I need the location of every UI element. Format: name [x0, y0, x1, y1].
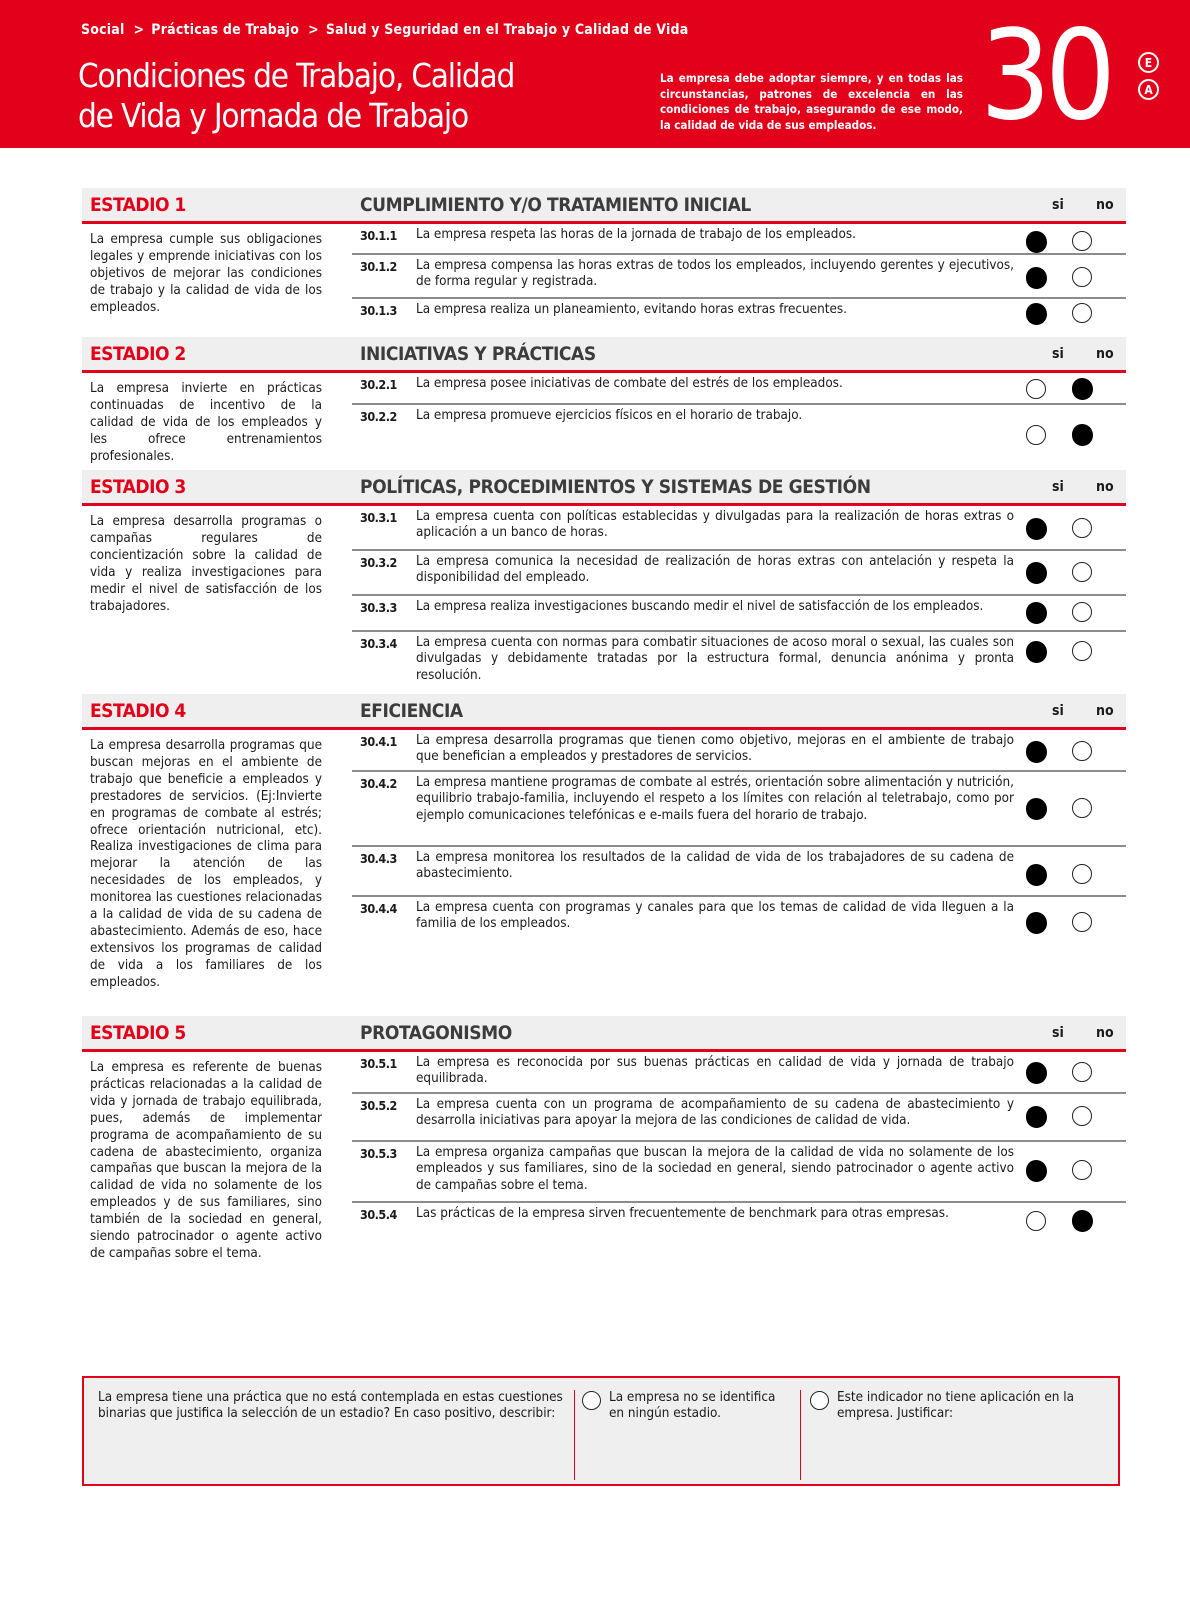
stage-title: POLÍTICAS, PROCEDIMIENTOS Y SISTEMAS DE GESTIÓN — [360, 476, 871, 498]
stage-title: PROTAGONISMO — [360, 1022, 512, 1044]
question-row — [352, 1142, 1126, 1203]
stage-body — [82, 506, 1126, 696]
question-code: 30.5.1 — [360, 1056, 397, 1071]
item-list — [352, 1052, 1126, 1243]
no-radio-empty-icon[interactable] — [1072, 1160, 1092, 1180]
no-radio-empty-icon[interactable] — [1072, 912, 1092, 932]
question-text: Las prácticas de la empresa sirven frecuentemente de benchmark para otras empresas. — [416, 1206, 949, 1221]
si-radio-filled-icon[interactable] — [1026, 518, 1047, 540]
si-radio-filled-icon[interactable] — [1026, 562, 1047, 584]
si-radio-filled-icon[interactable] — [1026, 1106, 1047, 1128]
breadcrumb-item-salud[interactable]: Salud y Seguridad en el Trabajo y Calidad de Vida — [325, 22, 689, 38]
si-radio-filled-icon[interactable] — [1026, 267, 1047, 289]
question-text: La empresa es reconocida por sus buenas prácticas en calidad de vida y jornada de trabajo equilibrada. — [416, 1055, 1014, 1087]
column-no-label: no — [1096, 479, 1114, 495]
question-text: La empresa cuenta con programas y canales para que los temas de calidad de vida lleguen a la familia de los empleados. — [416, 900, 1014, 932]
additional-practice-question[interactable]: La empresa tiene una práctica que no está contemplada en estas cuestiones binarias que justifica la selección de un estadio? En caso positivo, describir: — [98, 1390, 563, 1422]
breadcrumb-separator-icon: > — [133, 22, 145, 38]
column-no-label: no — [1096, 1025, 1114, 1041]
stage-header — [82, 694, 1126, 730]
si-radio-filled-icon[interactable] — [1026, 303, 1047, 325]
question-code: 30.5.3 — [360, 1146, 397, 1161]
question-row — [352, 551, 1126, 596]
radio-empty-icon[interactable] — [582, 1391, 601, 1410]
stage-body — [82, 1052, 1126, 1302]
question-row — [352, 405, 1126, 467]
question-code: 30.3.4 — [360, 636, 397, 651]
column-si-label: si — [1052, 1025, 1064, 1041]
question-row — [352, 1203, 1126, 1243]
si-radio-filled-icon[interactable] — [1026, 798, 1047, 820]
stage-title: CUMPLIMIENTO Y/O TRATAMIENTO INICIAL — [360, 194, 751, 216]
stage-header — [82, 1016, 1126, 1052]
stage-label: ESTADIO 2 — [90, 343, 186, 365]
si-radio-filled-icon[interactable] — [1026, 912, 1047, 934]
column-si-label: si — [1052, 703, 1064, 719]
page-title-line-2: de Vida y Jornada de Trabajo — [78, 96, 468, 135]
no-radio-empty-icon[interactable] — [1072, 303, 1092, 323]
question-text: La empresa cuenta con un programa de acompañamiento de su cadena de abastecimiento y desarrolla iniciativas para apoyar la mejora de las condiciones de calidad de vida. — [416, 1097, 1014, 1129]
stage-header — [82, 337, 1126, 373]
no-radio-empty-icon[interactable] — [1072, 1106, 1092, 1126]
stage-body — [82, 373, 1126, 473]
question-row — [352, 772, 1126, 847]
question-text: La empresa desarrolla programas que tienen como objetivo, mejoras en el ambiente de trabajo que benefician a empleados y prestadores de servicios. — [416, 733, 1014, 765]
stage-5 — [82, 1016, 1126, 1302]
item-list — [352, 373, 1126, 467]
si-radio-empty-icon[interactable] — [1026, 425, 1046, 445]
si-radio-filled-icon[interactable] — [1026, 741, 1047, 763]
question-code: 30.2.2 — [360, 409, 397, 424]
option-no-stage-label: La empresa no se identifica en ningún estadio. — [609, 1390, 776, 1422]
radio-empty-icon[interactable] — [810, 1391, 829, 1410]
si-radio-empty-icon[interactable] — [1026, 379, 1046, 399]
question-code: 30.3.3 — [360, 600, 397, 615]
si-radio-filled-icon[interactable] — [1026, 641, 1047, 663]
stage-label: ESTADIO 4 — [90, 700, 186, 722]
question-text: La empresa realiza un planeamiento, evitando horas extras frecuentes. — [416, 302, 847, 317]
question-code: 30.4.4 — [360, 901, 397, 916]
question-row — [352, 506, 1126, 551]
question-text: La empresa realiza investigaciones buscando medir el nivel de satisfacción de los empleados. — [416, 599, 984, 614]
no-radio-empty-icon[interactable] — [1072, 798, 1092, 818]
si-radio-filled-icon[interactable] — [1026, 602, 1047, 624]
question-code: 30.5.4 — [360, 1207, 397, 1222]
question-row — [352, 897, 1126, 957]
no-radio-empty-icon[interactable] — [1072, 562, 1092, 582]
no-radio-empty-icon[interactable] — [1072, 267, 1092, 287]
page-title — [78, 56, 548, 136]
item-list — [352, 506, 1126, 692]
column-no-label: no — [1096, 346, 1114, 362]
column-si-label: si — [1052, 346, 1064, 362]
divider — [574, 1390, 575, 1480]
question-code: 30.2.1 — [360, 377, 397, 392]
question-row — [352, 596, 1126, 632]
option-not-applicable[interactable] — [810, 1390, 1110, 1423]
badge-e-icon: E — [1138, 52, 1159, 73]
column-no-label: no — [1096, 703, 1114, 719]
breadcrumb — [81, 22, 688, 38]
column-si-label: si — [1052, 479, 1064, 495]
question-code: 30.1.2 — [360, 259, 397, 274]
option-not-applicable-label: Este indicador no tiene aplicación en la empresa. Justificar: — [837, 1390, 1074, 1422]
question-row — [352, 632, 1126, 692]
divider — [800, 1390, 801, 1480]
stage-title: INICIATIVAS Y PRÁCTICAS — [360, 343, 596, 365]
question-text: La empresa posee iniciativas de combate del estrés de los empleados. — [416, 376, 843, 391]
stage-description: La empresa cumple sus obligaciones legales y emprende iniciativas con los objetivos de mejorar las condiciones de trabajo y la calidad de vida de los empleados. — [90, 232, 322, 315]
option-no-stage[interactable] — [582, 1390, 792, 1423]
question-row — [352, 847, 1126, 897]
column-si-label: si — [1052, 197, 1064, 213]
indicator-number: 30 — [980, 4, 1110, 148]
stage-description: La empresa desarrolla programas que buscan mejoras en el ambiente de trabajo que beneficie a empleados y prestadores de servicios. (Ej:Invierte en programas de combate al estrés; ofrece orientación nutricional, etc). Realiza investigaciones de clima para mejorar la atención de las necesidades de los empleados, y monitorea las cuestiones relacionadas a la calidad de vida de su cadena de abastecimiento. Además de eso, hace extensivos los programas de calidad de vida a los familiares de los empleados. — [90, 738, 322, 990]
question-code: 30.1.1 — [360, 228, 397, 243]
no-radio-empty-icon[interactable] — [1072, 741, 1092, 761]
stage-description: La empresa invierte en prácticas continuadas de incentivo de la calidad de vida de los empleados y les ofrece entrenamientos profesionales. — [90, 381, 322, 464]
question-row — [352, 1052, 1126, 1094]
question-text: La empresa monitorea los resultados de la calidad de vida de los trabajadores de su cadena de abastecimiento. — [416, 850, 1014, 882]
no-radio-empty-icon[interactable] — [1072, 231, 1092, 251]
question-code: 30.5.2 — [360, 1098, 397, 1113]
question-row — [352, 373, 1126, 405]
question-row — [352, 299, 1126, 329]
si-radio-filled-icon[interactable] — [1026, 1160, 1047, 1182]
breadcrumb-item-practicas[interactable]: Prácticas de Trabajo — [151, 22, 300, 38]
item-list — [352, 730, 1126, 957]
question-text: La empresa mantiene programas de combate al estrés, orientación sobre alimentación y nutrición, equilibrio trabajo-familia, incluyendo el respeto a los límites con relación al teletrabajo, como por ejemplo comunicaciones telefónicas e e-mails fuera del horario de trabajo. — [416, 775, 1014, 823]
si-radio-filled-icon[interactable] — [1026, 231, 1047, 253]
breadcrumb-item-social[interactable]: Social — [81, 22, 125, 38]
additional-practice-box — [82, 1376, 1120, 1486]
si-radio-empty-icon[interactable] — [1026, 1211, 1046, 1231]
column-no-label: no — [1096, 197, 1114, 213]
no-radio-empty-icon[interactable] — [1072, 602, 1092, 622]
si-radio-filled-icon[interactable] — [1026, 1062, 1047, 1084]
question-text: La empresa cuenta con políticas establecidas y divulgadas para la realización de horas extras o aplicación a un banco de horas. — [416, 509, 1014, 541]
no-radio-empty-icon[interactable] — [1072, 864, 1092, 884]
stage-1 — [82, 188, 1126, 332]
si-radio-filled-icon[interactable] — [1026, 864, 1047, 886]
question-code: 30.3.2 — [360, 555, 397, 570]
question-row — [352, 224, 1126, 255]
no-radio-empty-icon[interactable] — [1072, 641, 1092, 661]
no-radio-empty-icon[interactable] — [1072, 1062, 1092, 1082]
question-text: La empresa comunica la necesidad de realización de horas extras con antelación y respeta la disponibilidad del empleado. — [416, 554, 1014, 586]
question-text: La empresa organiza campañas que buscan la mejora de la calidad de vida no solamente de los empleados y sus familiares, sino de la sociedad en general, siendo patrocinador o agente activo de campañas sobre el tema. — [416, 1145, 1014, 1193]
stage-label: ESTADIO 3 — [90, 476, 186, 498]
item-list — [352, 224, 1126, 329]
question-row — [352, 255, 1126, 299]
breadcrumb-separator-icon: > — [308, 22, 319, 38]
intro-text: La empresa debe adoptar siempre, y en todas las circunstancias, patrones de excelencia en las condiciones de trabajo, asegurando de ese modo, la calidad de vida de sus empleados. — [660, 71, 963, 132]
question-code: 30.4.1 — [360, 734, 397, 749]
question-row — [352, 1094, 1126, 1142]
question-code: 30.3.1 — [360, 510, 397, 525]
stage-title: EFICIENCIA — [360, 700, 463, 722]
stage-label: ESTADIO 1 — [90, 194, 186, 216]
stage-label: ESTADIO 5 — [90, 1022, 186, 1044]
page-title-line-1: Condiciones de Trabajo, Calidad — [78, 56, 515, 95]
stage-description: La empresa desarrolla programas o campañas regulares de concientización sobre la calidad de vida y realiza investigaciones para medir el nivel de satisfacción de los trabajadores. — [90, 514, 322, 614]
stage-body — [82, 730, 1126, 1020]
no-radio-filled-icon[interactable] — [1072, 378, 1093, 400]
stage-description: La empresa es referente de buenas prácticas relacionadas a la calidad de vida y jornada de trabajo equilibrada, pues, además de implementar programa de acompañamiento de su cadena de abastecimiento, organiza campañas que buscan la mejora de la calidad de vida no solamente de los empleados y de sus familiares, sino también de la sociedad en general, siendo patrocinador o agente activo de campañas sobre el tema. — [90, 1060, 322, 1261]
badge-a-icon: A — [1138, 79, 1159, 100]
question-text: La empresa promueve ejercicios físicos en el horario de trabajo. — [416, 408, 803, 423]
no-radio-empty-icon[interactable] — [1072, 518, 1092, 538]
no-radio-filled-icon[interactable] — [1072, 1210, 1093, 1232]
stage-4 — [82, 694, 1126, 1020]
question-code: 30.4.3 — [360, 851, 397, 866]
no-radio-filled-icon[interactable] — [1072, 424, 1093, 446]
stage-header — [82, 188, 1126, 224]
stage-header — [82, 470, 1126, 506]
stage-body — [82, 224, 1126, 332]
question-text: La empresa cuenta con normas para combatir situaciones de acoso moral o sexual, las cuales son divulgadas y debidamente tratadas por la estructura formal, denuncia anónima y pronta resolución. — [416, 635, 1014, 683]
question-code: 30.1.3 — [360, 303, 397, 318]
question-row — [352, 730, 1126, 772]
page-header — [0, 0, 1190, 148]
question-text: La empresa respeta las horas de la jornada de trabajo de los empleados. — [416, 227, 856, 242]
question-text: La empresa compensa las horas extras de todos los empleados, incluyendo gerentes y ejecutivos, de forma regular y registrada. — [416, 258, 1014, 290]
stage-2 — [82, 337, 1126, 473]
question-code: 30.4.2 — [360, 776, 397, 791]
stage-3 — [82, 470, 1126, 696]
